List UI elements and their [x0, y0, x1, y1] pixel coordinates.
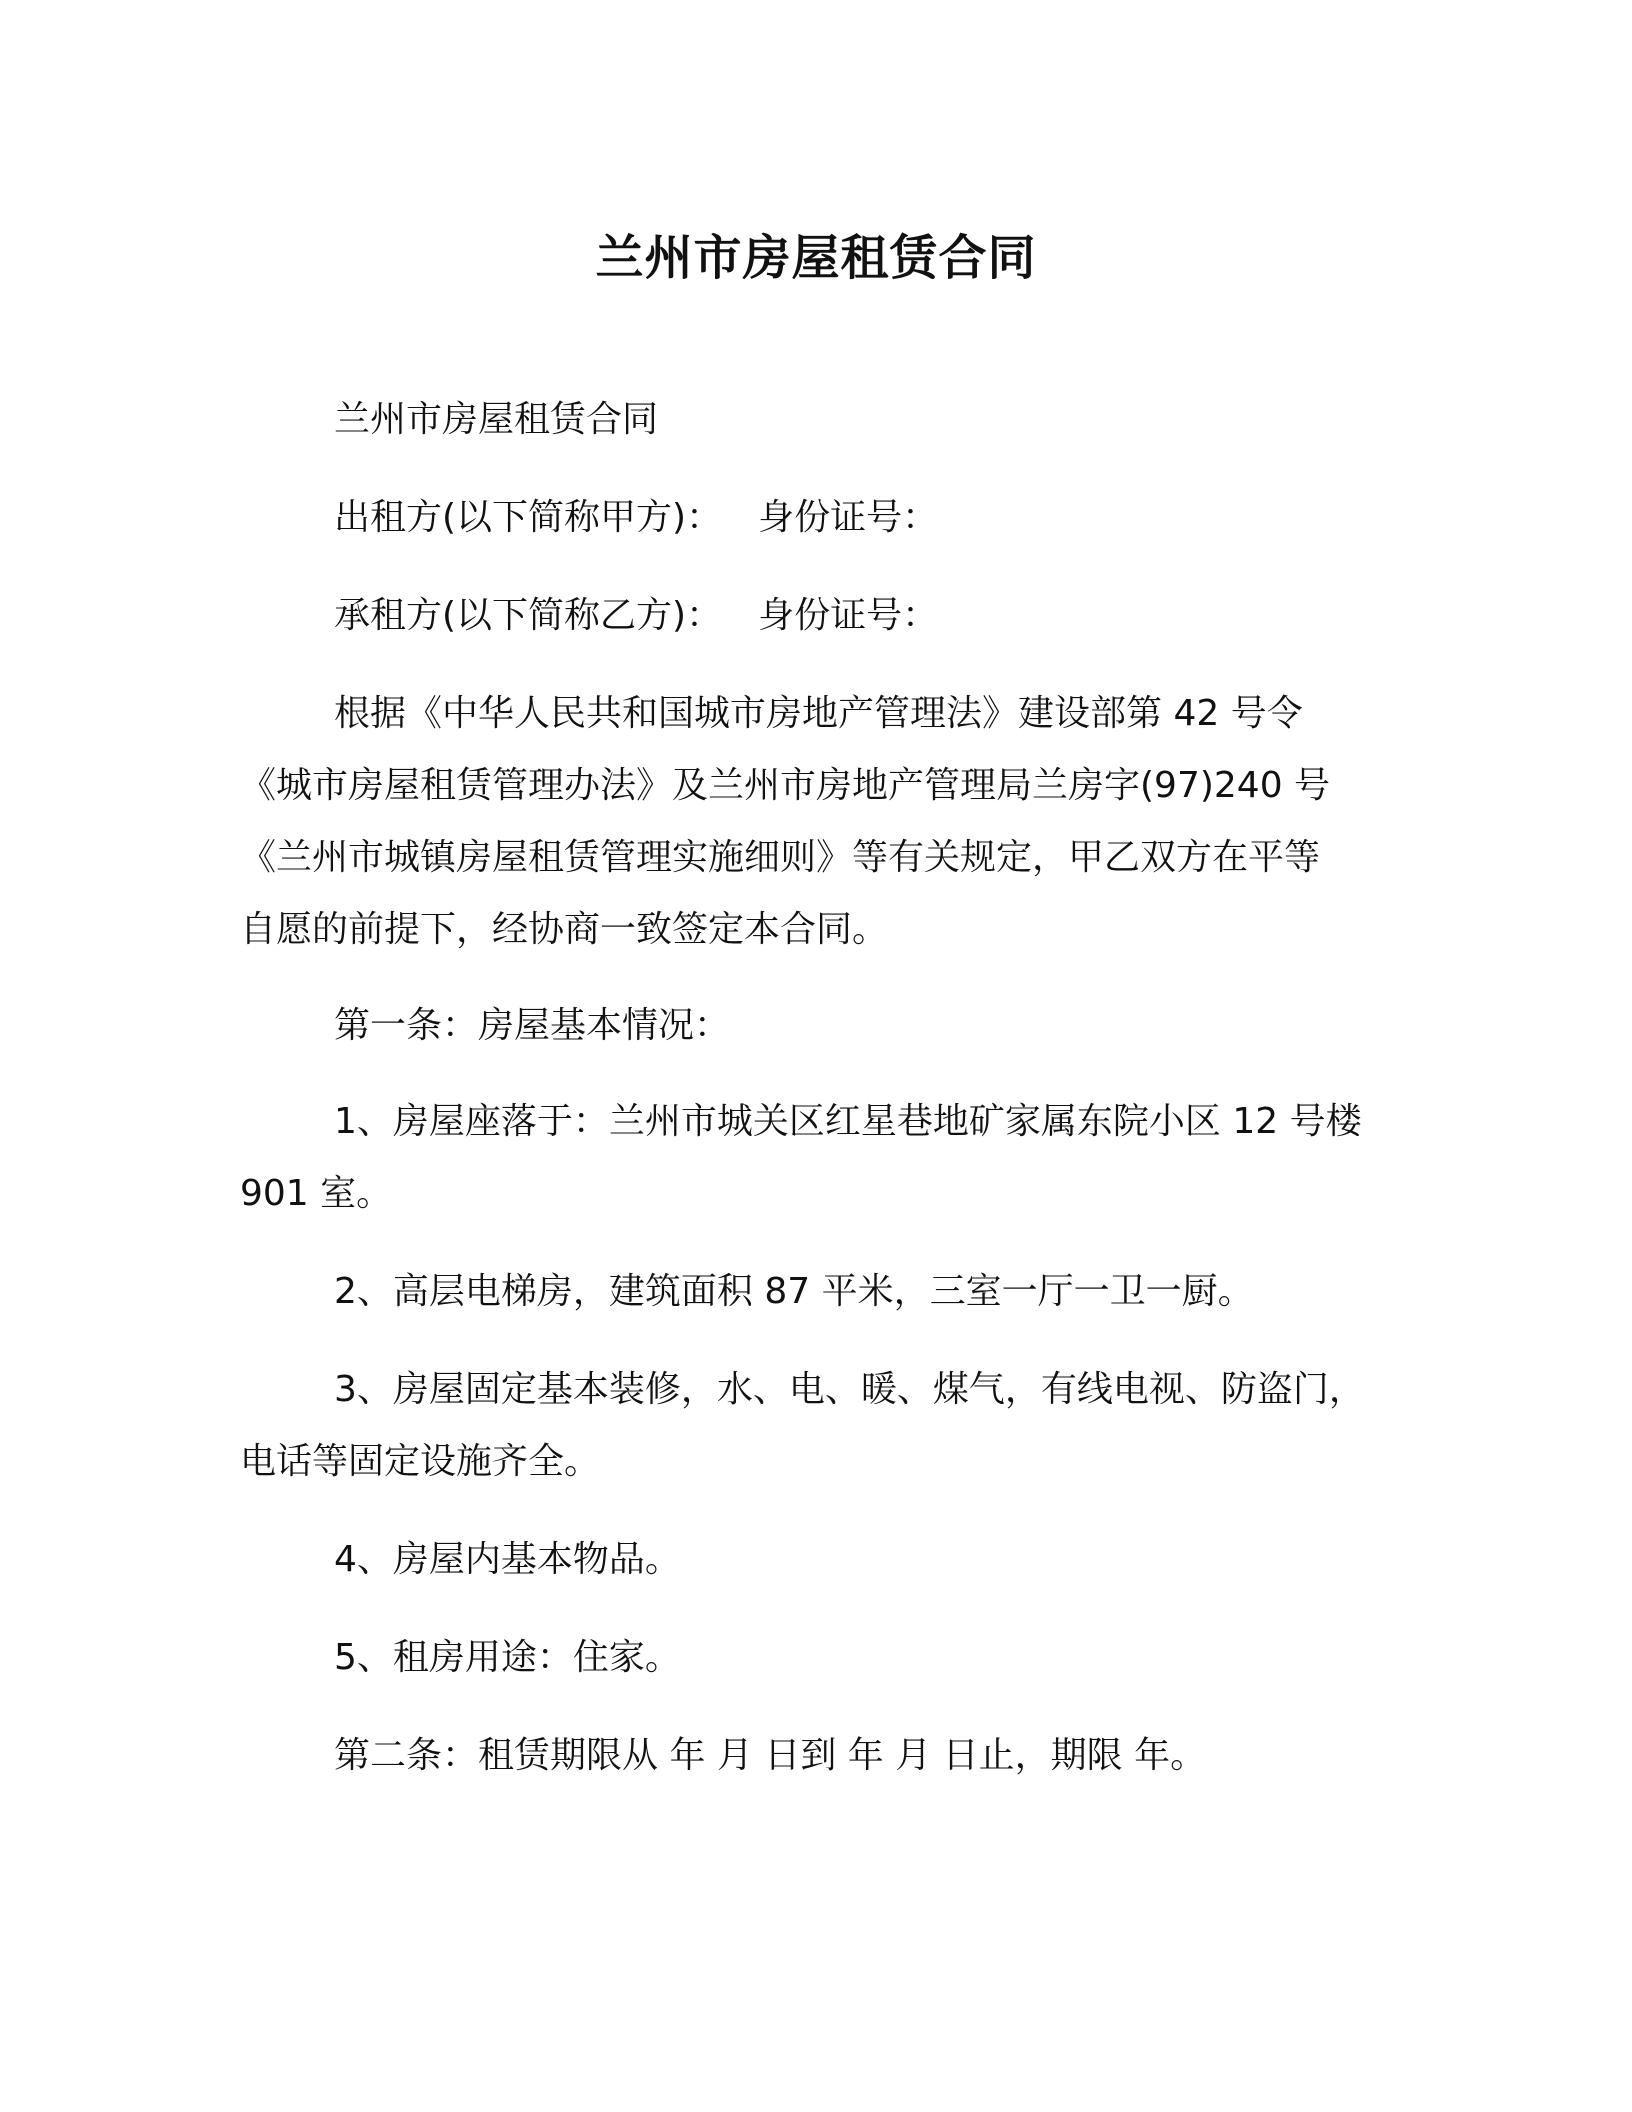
preamble-line: 《兰州市城镇房屋租赁管理实施细则》等有关规定，甲乙双方在平等	[240, 837, 1321, 878]
lessee-paragraph	[240, 580, 1392, 652]
lessor-paragraph	[240, 482, 1392, 554]
preamble-paragraph	[240, 678, 1392, 966]
lessor-id-label: 身份证号：	[758, 497, 939, 538]
article1-item1-paragraph	[240, 1086, 1392, 1230]
article1-item3-line: 电话等固定设施齐全。	[240, 1441, 601, 1482]
preamble-line: 《城市房屋租赁管理办法》及兰州市房地产管理局兰房字(97)240 号	[240, 765, 1331, 806]
document-title: 兰州市房屋租赁合同	[595, 230, 1037, 286]
article1-item2-paragraph	[240, 1256, 1392, 1328]
preamble-line: 根据《中华人民共和国城市房地产管理法》建设部第 42 号令	[334, 693, 1303, 734]
article1-heading-paragraph	[240, 990, 1392, 1062]
lessee-line	[240, 580, 1392, 652]
lessor-line	[240, 482, 1392, 554]
article2-text: 第二条：租赁期限从 年 月 日到 年 月 日止，期限 年。	[334, 1735, 1207, 1776]
lessee-label: 承租方(以下简称乙方)：	[334, 595, 723, 636]
lessee-id-label: 身份证号：	[758, 595, 939, 636]
article1-item1-line: 1、房屋座落于：兰州市城关区红星巷地矿家属东院小区 12 号楼	[334, 1101, 1362, 1142]
article1-item2: 2、高层电梯房，建筑面积 87 平米，三室一厅一卫一厨。	[334, 1271, 1254, 1312]
article1-item4-paragraph	[240, 1524, 1392, 1596]
article1-item5-paragraph	[240, 1622, 1392, 1694]
article1-item5: 5、租房用途：住家。	[334, 1637, 681, 1678]
article1-item3-paragraph	[240, 1354, 1392, 1498]
article2-paragraph	[240, 1720, 1392, 1792]
article1-item4: 4、房屋内基本物品。	[334, 1539, 681, 1580]
preamble-line: 自愿的前提下，经协商一致签定本合同。	[240, 909, 889, 950]
subtitle-text: 兰州市房屋租赁合同	[334, 399, 659, 440]
article1-heading: 第一条：房屋基本情况：	[334, 1005, 731, 1046]
article1-item3-line: 3、房屋固定基本装修，水、电、暖、煤气，有线电视、防盗门，	[334, 1369, 1365, 1410]
article1-item1-line: 901 室。	[240, 1173, 393, 1214]
lessor-label: 出租方(以下简称甲方)：	[334, 497, 723, 538]
subtitle-paragraph	[240, 384, 1392, 456]
